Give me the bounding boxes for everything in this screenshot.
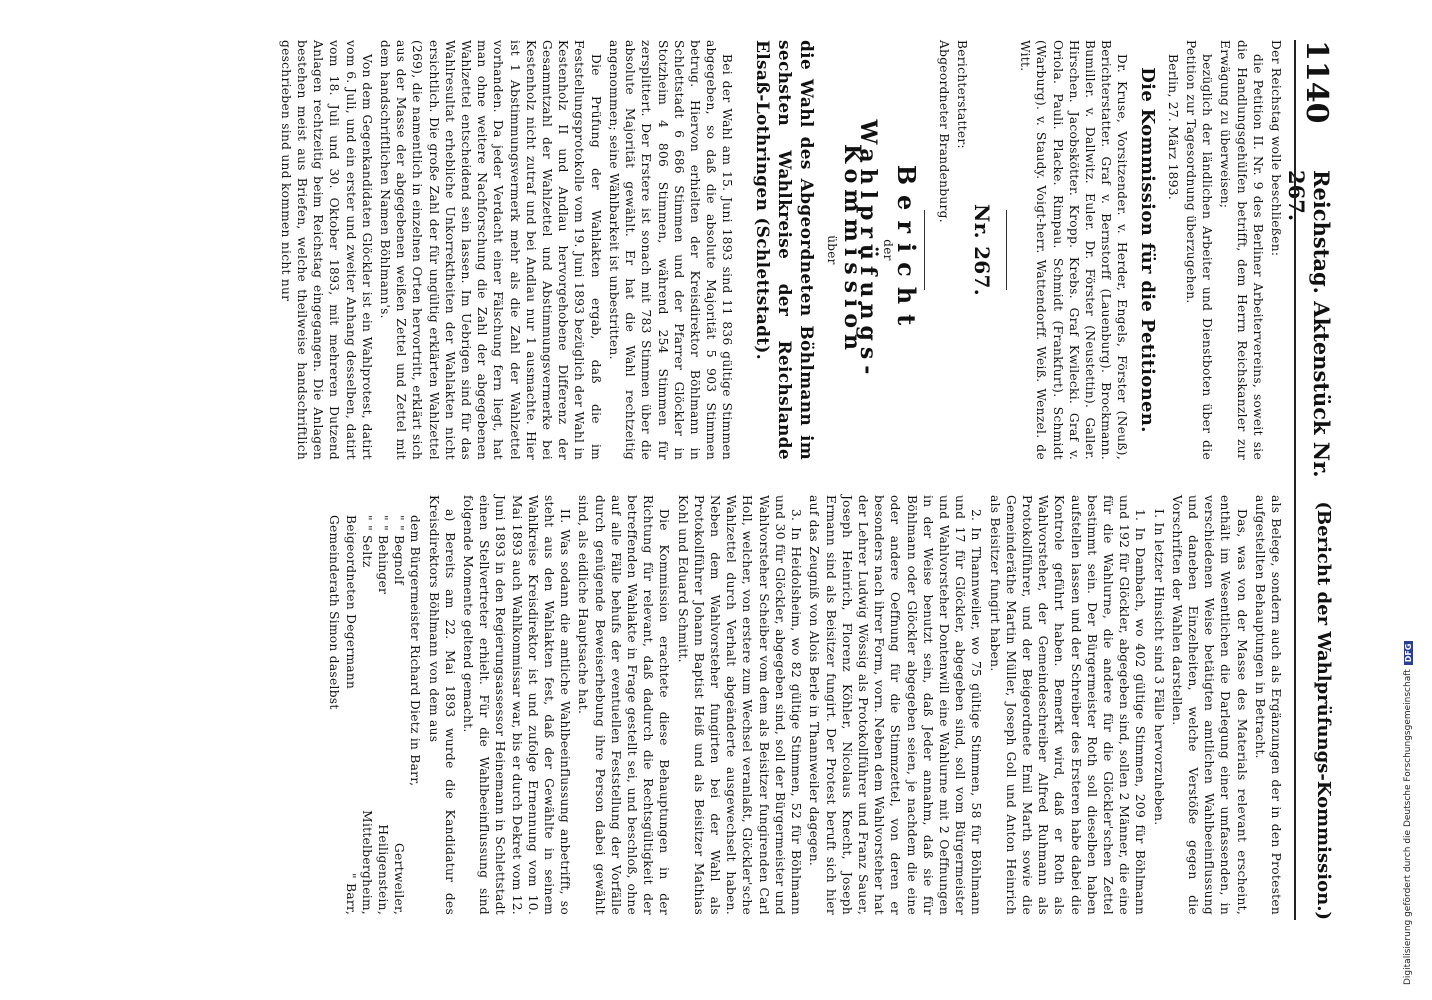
body-paragraph: Die Prüfung der Wahlakten ergab, daß die im Feststellungsprotokolle vom 19. Juni 1893 bezüglich der Wahl in Kestenholz II und Andlau hervorgehobene Differenz der Gesammtzahl der Wahlzettel und Abstimmungsvermerke bei Kestenholz nicht zutraf und bei Andlau nur 1 ausmachte. Hier ist 1 Abstimmungsvermerk mehr als die Zahl der Wahlzettel vorhanden. Da jeder Verdacht einer Fälschung fern liegt, hat man ohne weitere Nachforschung die Zahl der abgegebenen Wahlzettel entscheidend sein lassen. Im Uebrigen sind für das Wahlresultat erhebliche Unkorrektheiten der Wahlakten nicht ersichtlich. Die große Zahl der für ungültig erklärten Wahlzettel (269), die namentlich in einzelnen Orten hervortritt, erklärt sich aus der Masse der abgegebenen weißen Zettel und Zettel mit dem handschriftlichen Namen Böhlmann's. — [378, 40, 603, 460]
body-paragraph: II. Was sodann die amtliche Wahlbeeinflussung anbetrifft, so steht aus den Wahlakten fest, daß der Gewählte in seinem Wahlkreise Kreisdirektor ist und zufolge Ernennung vom 10. Mai 1893 auch Wahlkommissar war, bis er durch Dekret vom 12. Juni 1893 in den Regierungsassessor Heinemann in Schlettstadt einen Stellvertreter erhielt. Für die Wahlbeeinflussung sind folgende Momente geltend gemacht. — [461, 495, 573, 915]
body-paragraph: 2. In Thannweiler, wo 75 gültige Stimmen, 58 für Böhlmann und 17 für Glöckler, abgegeben sind, soll vom Bürgermeister und Wahlvorsteher Dontenwill eine Wahlurne mit 2 Oeffnungen in der Weise benutzt sein, daß Jeder annahm, daß sie für Böhlmann oder Glöckler abgegeben seien, je nachdem die eine oder andere Oeffnung für die Stimmzettel, von deren er besonders nach ihrer Form, vorn. Neben dem Wahlvorsteher hat der Lehrer Ludwig Wössig als Protokollführer und Franz Sauer, Joseph Heinrich, Florenz Köhler, Nicolaus Knecht, Joseph Ermann sind als Beisitzer fungirt. Der Protest beruft sich hier auf das Zeugniß von Alois Berle in Thannweiler dagegen. — [807, 495, 984, 915]
list-item-name: Gemeinderath Simon daselbst — [327, 515, 342, 710]
report-subject: die Wahl des Abgeordneten Böhlmann im sechsten Wahlkreise der Reichslande Elsaß-Lothringen (Schlettstadt). — [752, 40, 817, 460]
body-paragraph: als Belege, sondern auch als Ergänzungen der in den Protesten aufgestellten Behauptungen in Betracht. — [1252, 495, 1283, 915]
page-header — [1284, 40, 1334, 920]
intro-paragraph: Der Reichstag wolle beschließen: — [1269, 40, 1283, 257]
report-der: der — [881, 239, 896, 261]
list-item-place: Mittelbergheim, — [359, 810, 374, 915]
report-title: Bericht — [892, 164, 922, 336]
body-paragraph: 1. In Dambach, wo 402 gültige Stimmen, 209 für Böhlmann und 192 für Glöckler, abgegeben sind, sollen 2 Männer, die eine für die Wahlurne, die andere für die Glöckler'schen Zettel bestimmt sein. Der Bürgermeister Roth soll dieselben haben aufstellen lassen und der Schreiber des Ersteren habe dabei die Kontrole geführt haben. Bemerkt wird, daß er Roth als Wahlvorsteher, der Gemeindeschreiber Alfred Ruhmann als Protokollführer, und der Beigeordnete Emil Marth sowie die Gemeinderäthe Martin Müller, Joseph Goll und Anton Heinrich als Beisitzer fungirt haben. — [987, 495, 1148, 915]
header-right-title: (Bericht der Wahlprüfungs-Kommission.) — [1313, 501, 1334, 920]
list-item-name: " " Behinger — [376, 515, 391, 595]
dfg-logo-icon: DFG — [1404, 641, 1413, 666]
left-column — [276, 40, 1284, 460]
list-item — [407, 495, 423, 915]
header-rule — [1294, 40, 1296, 920]
commission-title: Die Kommission für die Petitionen. — [1136, 67, 1158, 433]
intro-paragraph: bezüglich der ländlichen Arbeiter und Dienstboten über die Petition zur Tagesordnung überzugehen. — [1183, 40, 1215, 460]
document-number: Nr. 267. — [969, 203, 994, 297]
list-item — [391, 495, 407, 915]
reporter-label: Berichterstatter: — [954, 40, 969, 149]
body-paragraph: Das, was von der Masse des Materials relevant erscheint, enthält im Wesentlichen die Darlegung einer umfassenden, in verschiedenen Weise betätigten amtlichen Wahlbeeinflussung und daneben Einzelheiten, welche Verstöße gegen die Vorschriften der Wahlen darstellen. — [1169, 495, 1249, 915]
list-item-name: " " Seltz — [359, 515, 374, 568]
intro-paragraph: die Petition II. Nr. 9 des Berliner Arbeitervereins, soweit sie die Handlungsgehülfen betrifft, dem Herrn Reichskanzler zur Erwägung zu überweisen; — [1218, 40, 1265, 460]
document-sheet — [19, 40, 1354, 920]
commission-members: Dr. Kruse, Vorsitzender. v. Herder, Engels, Förster (Neuß), Berichterstatter. Graf v. Bernstorff (Lauenburg). Brockmann. Bumiller. v. Dallwitz. Euler. Dr. Förster (Neustettin). Galler. Hirschen. Jacobskötter. Kropp. Krebs. Graf Kwilecki. Graf v. Oriola. Pauli. Placke. Rimpau. Schmidt (Frankfurt). Schmidt (Warburg). v. Staudy. Voigt-herr. Wattendorff. Weiß. Wenzel. de Witt. — [1018, 40, 1130, 460]
body-paragraph: Von dem Gegenkandidaten Glöckler ist ein Wahlprotest, datirt vom 6. Juli, und ein erster und zweiter Anhang desselben, datirt vom 18. Juli und 30. Oktober 1893, mit mehreren Dutzend Anlagen rechtzeitig beim Reichstag eingegangen. Die Anlagen bestehen meist aus Briefen, welche theilweise handschriftlich geschrieben sind und kommen nicht nur — [278, 40, 374, 460]
digitization-watermark — [1403, 641, 1413, 985]
list-item-place: " Barr, — [343, 873, 358, 915]
list-item-name: Beigeordneten Degermann — [343, 515, 358, 690]
body-paragraph: Bei der Wahl am 15. Juni 1893 sind 11 836 gültige Stimmen abgegeben, so daß die absolute Majorität 5 903 Stimmen betrug. Hiervon erhielten der Kreisdirektor Böhlmann in Schlettstadt 6 686 Stimmen und der Pfarrer Glöckler in Stotzheim 4 806 Stimmen, während 254 Stimmen für zersplittert. Der Erstere ist sonach mit 783 Stimmen über die absolute Majorität gewählt. Er hat die Wahl rechtzeitig angenommen; seine Wählbarkeit ist unbestritten. — [606, 40, 735, 460]
list-item — [326, 495, 342, 915]
commission-name: Wahlprüfungs-Kommission — [838, 119, 881, 381]
watermark-text: Digitalisierung gefördert durch die Deutsche Forschungsgemeinschaft — [1403, 669, 1413, 985]
dateline: Berlin, 27. März 1893. — [1165, 54, 1180, 201]
body-paragraph: Die Kommission erachtete diese Behauptungen in der Richtung für relevant, daß dadurch die Rechtsgültigkeit der betreffenden Wahlakte in Frage gestellt sei, und beschloß, ohne auf alle Fälle behufs der eventuellen Feststellung der Vorfälle durch genügende Beweiserhebung ihre Person dabei gewählt sind, als eidliche Hauptsache hat. — [576, 495, 672, 915]
list-item-place: Heiligenstein, — [376, 824, 391, 915]
list-item — [359, 495, 375, 915]
page-number: 1140 — [1299, 40, 1334, 124]
list-item-name: " " Begnolf — [392, 515, 407, 585]
list-item — [342, 495, 358, 915]
reporter-name: Abgeordneter Brandenburg. — [936, 40, 951, 223]
header-center-title: Reichstag. Aktenstück Nr. 267. — [1284, 170, 1334, 478]
report-ueber: über — [824, 235, 839, 265]
section-separator — [924, 210, 925, 290]
section-separator — [1006, 210, 1007, 290]
right-column — [326, 495, 1284, 915]
list-item-place: Gertweiler, — [392, 843, 407, 915]
signatory-list — [326, 495, 423, 915]
list-item — [375, 495, 391, 915]
body-paragraph: a) Bereits am 22. Mai 1893 wurde die Kandidatur des Kreisdirektors Böhlmann von dem aus — [426, 495, 457, 915]
body-paragraph: 3. In Heidolsheim, wo 82 gültige Stimmen, 52 für Böhlmann und 30 für Glöckler, abgegeben sind, soll der Bürgermeister und Wahlvorsteher Scheiber vom dem als Beisitzer fungirenden Carl Holl, welcher, von erstere zum Wechsel veranlaßt, Glöckler'sche Wahlzettel durch Verhalt abgeänderte ausgewechselt haben. Neben dem Wahlvorsteher fungirten bei der Wahl als Protokollführer Johann Baptist Heiß und als Beisitzer Mathias Kohl und Eduard Schmitt. — [675, 495, 804, 915]
section-heading: I. In letzter Hinsicht sind 3 Fälle hervorzuheben. — [1151, 509, 1166, 826]
list-item-name: dem Bürgermeister Richard Dietz in Barr, — [408, 515, 423, 787]
